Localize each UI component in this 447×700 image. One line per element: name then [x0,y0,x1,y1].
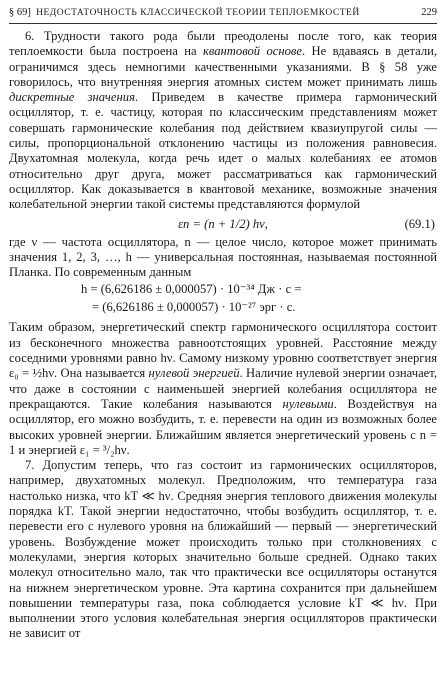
page-body [9,29,437,642]
spectrum-tail: . Воздействуя на осциллятор, его можно возбудить, т. е. перевести на один из возможных более высоких уровней энергии. Ближайшим является энергетический уровень с n = 1 и энергией ε₁ = ³/₂hν. [9,396,438,457]
header-rule [9,23,437,24]
formula-number: (69.1) [404,216,435,231]
header-title-line [9,5,360,21]
para6-emphasis-discrete: дискретные значения [9,90,135,105]
para6-lead: 6. Трудности такого рода были преодолены после того, как теория теплоемкости была построена на [9,29,437,59]
paragraph-after-formula: где ν — частота осциллятора, n — целое число, которое может принимать значения 1, 2, 3, …, h — универсальная постоянная, называемая постоянной Планка. По современным данным [9,234,437,280]
formula-69-1 [9,213,437,235]
para6-emphasis-quantum: квантовой основе [202,44,302,59]
spectrum-mid: . Наличие нулевой энергии означает, что даже в состоянии с наименьшей энергией колебания осциллятора не прекращаются. Такие колебания называются [9,366,437,411]
page-number: 229 [421,7,437,18]
spectrum-emphasis-zero: нулевыми [282,396,334,411]
para6-tail: . Приведем в качестве примера гармонический осциллятор, т. е. частицу, которая по классическим представлениям может совершать гармонические колебания под действием квазиупругой силы — силы, пропорциональной отклонению частицы из положения равновесия. Двухатомная молекула, когда речь идет о малых колебаниях ее атомов относительно друг друга, может рассматриваться как гармонический осциллятор. Как доказывается в квантовой механике, возможные значения колебательной энергии такой системы представляются формулой [9,90,437,212]
planck-constant-line-1 [9,280,437,298]
spectrum-emphasis-zero-energy: нулевой энергией [148,366,240,381]
formula-expression: εn = (n + 1/2) hν, [178,216,268,231]
paragraph-7: 7. Допустим теперь, что газ состоит из гармонических осцилляторов, например, двухатомных молекул. Предположим, что температура газа настолько низка, что kT ≪ hν. Средняя энергия теплового движения молекулы порядка kT. Такой энергии недостаточно, чтобы возбудить осциллятор, т. е. перевести его с нулевого уровня на ближайший — первый — энергетический уровень. Возбуждение может происходить только при столкновениях с молекулами, энергия которых значительно больше средней. Однако таких молекул относительно мало, так что практически все осцилляторы останутся на нижнем энергетическом уровне. Эта картина сохранится при дальнейшем повышении температуры газа, пока соблюдается условие kT ≪ hν. При выполнении этого условия колебательная энергия осцилляторов практически не зависит от [9,458,437,641]
para6-mid: . Не вдаваясь в детали, ограничимся здесь немногими качественными указаниями. В § 58 уже говорилось, что внутренняя энергия атомных систем может принимать лишь [9,44,438,89]
planck-line-2-text: = (6,626186 ± 0,000057) · 10⁻²⁷ эрг · с. [92,300,296,315]
running-header [9,5,437,21]
book-page [9,0,437,700]
planck-constant-line-2 [9,298,437,316]
section-number: § 69] [9,7,31,18]
paragraph-spectrum [9,320,437,458]
spectrum-lead: Таким образом, энергетический спектр гармонического осциллятора состоит из бесконечного множества равноотстоящих уровней. Расстояние между соседними уровнями равно hν. Самому низкому уровню соответствует энергия ε₀ = ½hν. Она называется [9,320,437,381]
chapter-title: НЕДОСТАТОЧНОСТЬ КЛАССИЧЕСКОЙ ТЕОРИИ ТЕПЛОЕМКОСТЕЙ [36,8,360,18]
planck-line-1-text: h = (6,626186 ± 0,000057) · 10⁻³⁴ Дж · с = [81,282,302,297]
paragraph-6 [9,29,437,213]
